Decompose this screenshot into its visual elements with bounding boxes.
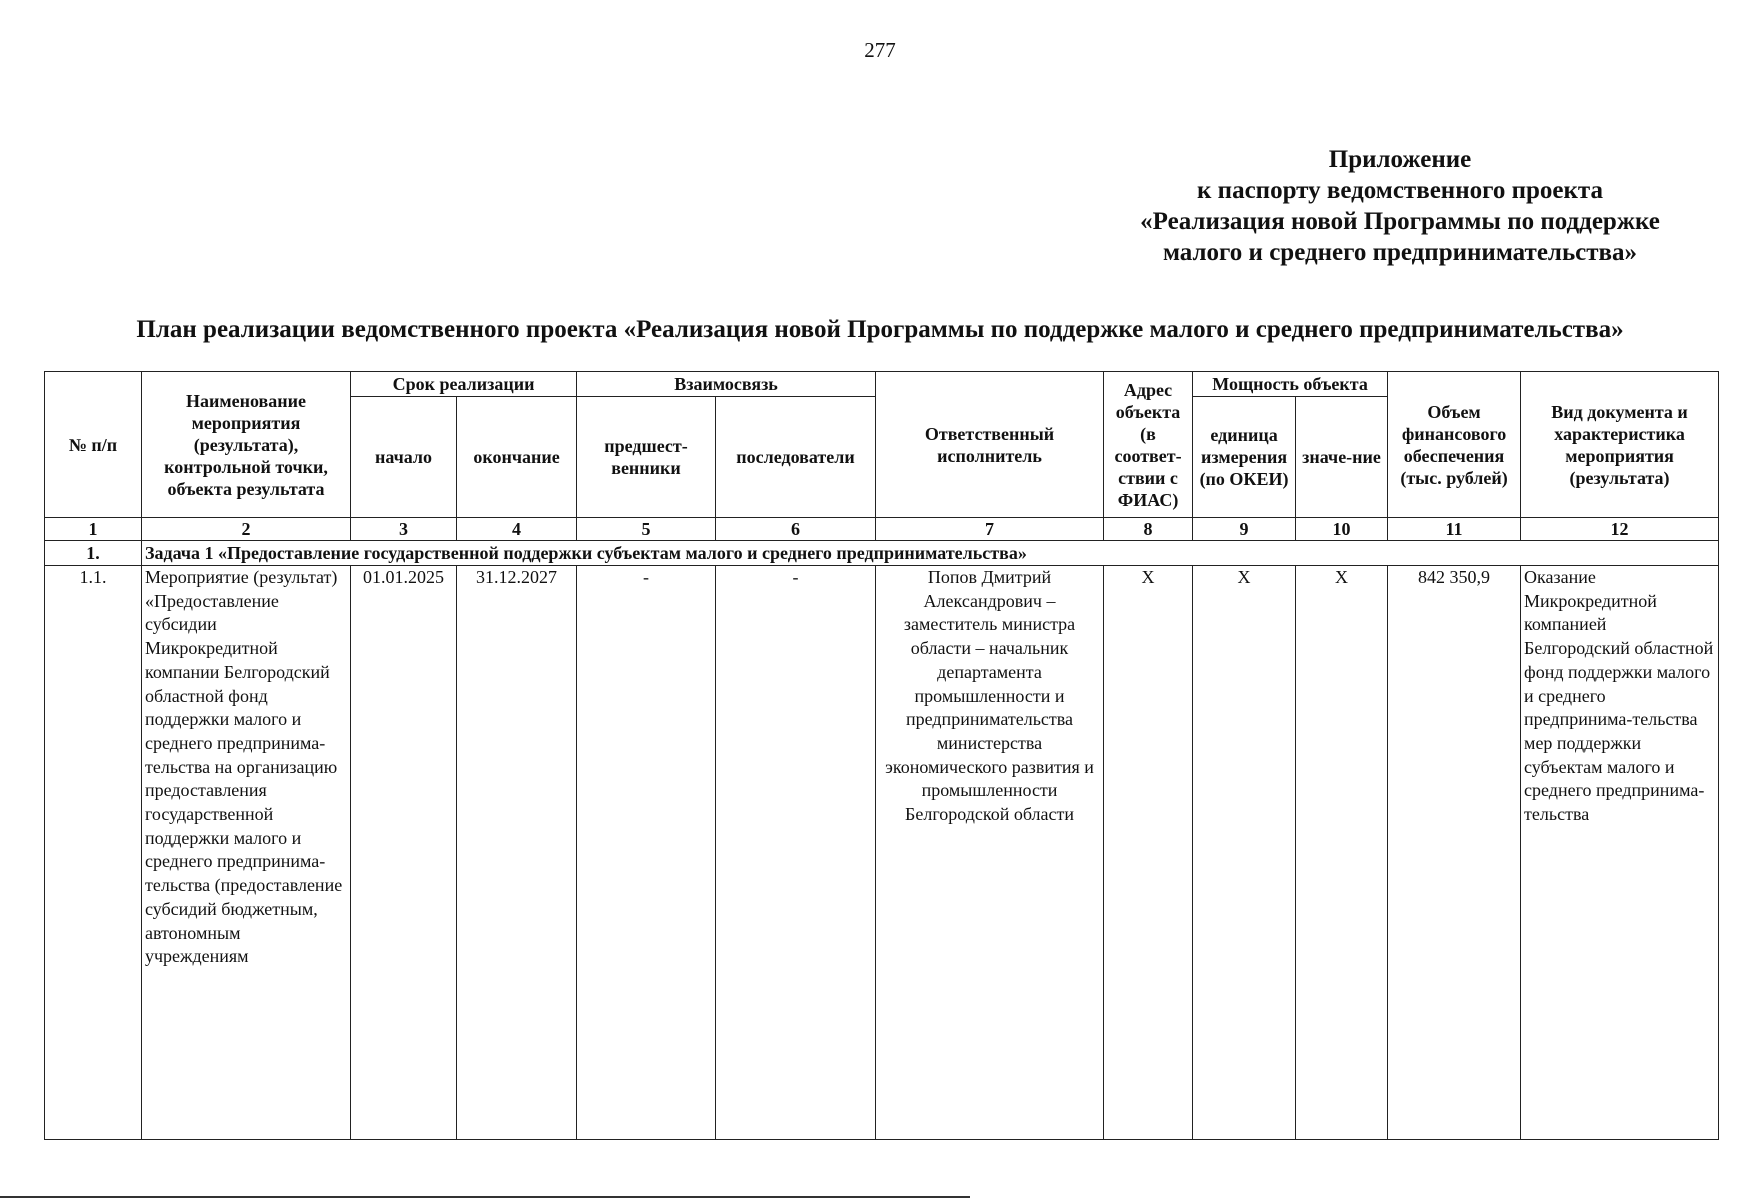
header-relation: Взаимосвязь [577, 372, 876, 397]
row-value: X [1296, 566, 1388, 1140]
row-name: Мероприятие (результат) «Предоставление субсидии Микрокредитной компании Белгородский областной фонд поддержки малого и среднего предпринима-тельства на организацию предоставления государственной поддержки малого и среднего предпринима-тельства (предоставление субсидий бюджетным, автономным учреждениям [142, 566, 351, 1140]
row-number: 1.1. [45, 566, 142, 1140]
column-number: 1 [45, 518, 142, 541]
column-number: 9 [1193, 518, 1296, 541]
appendix-heading [1110, 144, 1690, 268]
column-number: 10 [1296, 518, 1388, 541]
header-num: № п/п [45, 372, 142, 518]
row-predecessors: - [577, 566, 716, 1140]
header-successors: последователи [716, 397, 876, 518]
plan-table [44, 371, 1719, 1140]
column-number: 6 [716, 518, 876, 541]
row-doc-type: Оказание Микрокредитной компанией Белгородский областной фонд поддержки малого и среднего предпринима-тельства мер поддержки субъектам малого и среднего предпринима-тельства [1521, 566, 1719, 1140]
row-address: X [1104, 566, 1193, 1140]
column-number: 3 [351, 518, 457, 541]
column-number: 4 [457, 518, 577, 541]
header-value: значе-ние [1296, 397, 1388, 518]
appendix-line-4: малого и среднего предпринимательства» [1162, 239, 1638, 266]
header-start: начало [351, 397, 457, 518]
header-end: окончание [457, 397, 577, 518]
row-start-date: 01.01.2025 [351, 566, 457, 1140]
header-finance: Объем финансового обеспечения (тыс. рублей) [1388, 372, 1521, 518]
header-name: Наименование мероприятия (результата), контрольной точки, объекта результата [142, 372, 351, 518]
appendix-line-1: Приложение [1328, 146, 1472, 173]
column-number: 2 [142, 518, 351, 541]
document-title: План реализации ведомственного проекта «Реализация новой Программы по поддержке малого и среднего предпринимательства» [136, 316, 1624, 343]
task-number: 1. [45, 541, 142, 566]
column-number: 12 [1521, 518, 1719, 541]
header-capacity: Мощность объекта [1193, 372, 1388, 397]
column-number: 7 [876, 518, 1104, 541]
column-number: 8 [1104, 518, 1193, 541]
appendix-line-3: «Реализация новой Программы по поддержке [1140, 208, 1660, 235]
row-end-date: 31.12.2027 [457, 566, 577, 1140]
column-number: 5 [577, 518, 716, 541]
task-title: Задача 1 «Предоставление государственной поддержки субъектам малого и среднего предпринимательства» [142, 541, 1719, 566]
row-finance: 842 350,9 [1388, 566, 1521, 1140]
page-number: 277 [864, 38, 896, 62]
header-predecessors: предшест-венники [577, 397, 716, 518]
header-doc-type: Вид документа и характеристика мероприятия (результата) [1521, 372, 1719, 518]
appendix-line-2: к паспорту ведомственного проекта [1197, 177, 1603, 204]
footer-divider [0, 1196, 970, 1198]
task-row [45, 541, 1719, 566]
header-period: Срок реализации [351, 372, 577, 397]
header-address: Адрес объекта (в соответ-ствии с ФИАС) [1104, 372, 1193, 518]
row-successors: - [716, 566, 876, 1140]
header-row-group [45, 372, 1719, 397]
table-row [45, 566, 1719, 1140]
row-executor: Попов Дмитрий Александрович – заместитель министра области – начальник департамента промышленности и предпринимательства министерства экономического развития и промышленности Белгородской области [876, 566, 1104, 1140]
header-unit: единица измерения (по ОКЕИ) [1193, 397, 1296, 518]
header-executor: Ответственный исполнитель [876, 372, 1104, 518]
column-number: 11 [1388, 518, 1521, 541]
column-numbers-row [45, 518, 1719, 541]
row-unit: X [1193, 566, 1296, 1140]
